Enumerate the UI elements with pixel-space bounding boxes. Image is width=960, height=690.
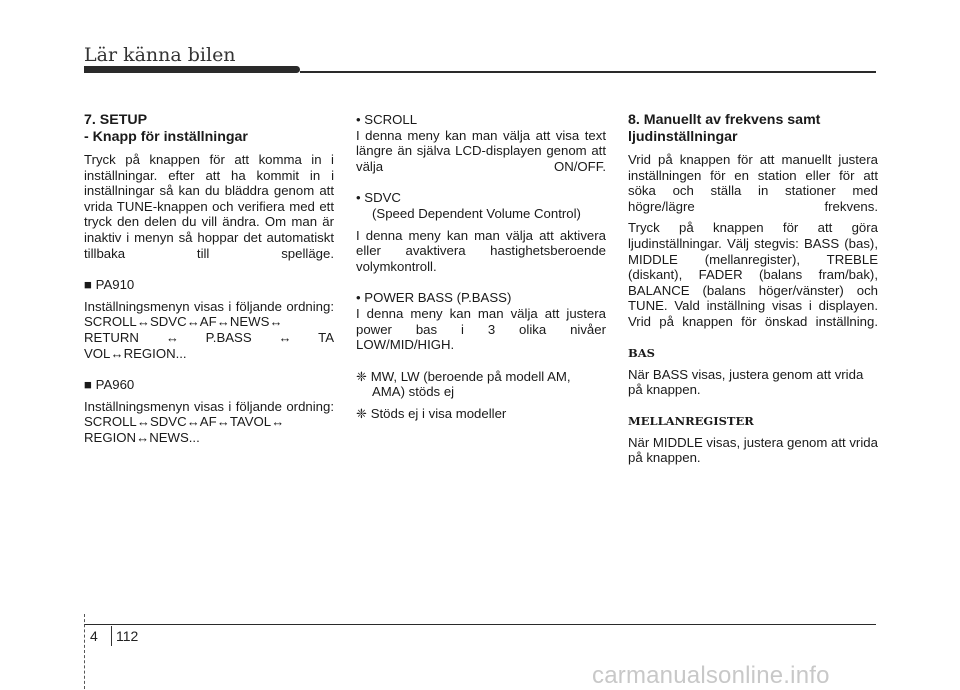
sdvc-text: I denna meny kan man välja att aktivera eller avaktivera hastighetsberoende volymkontroll. <box>356 227 606 274</box>
pa960-text: Inställningsmenyn visas i följande ordning: <box>84 398 334 414</box>
scroll-title: • SCROLL <box>356 112 418 127</box>
pa910-seq-2: RETURN ↔ P.BASS ↔ TA <box>84 329 334 345</box>
pa960-seq-2: REGION↔NEWS... <box>84 429 200 445</box>
bas-text: När BASS visas, justera genom att vrida på knappen. <box>628 366 864 398</box>
section-title: Lär känna bilen <box>84 44 236 66</box>
chapter-number: 4 <box>90 628 98 644</box>
manual-heading: 8. Manuellt av frekvens samt <box>628 112 821 128</box>
column-options <box>356 112 606 422</box>
pa910-seq-1: SCROLL↔SDVC↔AF↔NEWS↔ <box>84 314 283 330</box>
footer-crop-mark <box>84 614 85 689</box>
footer-rule <box>84 624 876 625</box>
pa910-seq-3: VOL↔REGION... <box>84 345 187 361</box>
header-rule <box>300 71 876 73</box>
pbass-title: • POWER BASS (P.BASS) <box>356 290 512 306</box>
setup-heading: 7. SETUP <box>84 112 148 128</box>
pa960-label: ■ PA960 <box>84 377 135 393</box>
manual-sound-settings: Tryck på knappen för att göra ljudinställningar. Välj stegvis: BASS (bas), MIDDLE (mellanregister), TREBLE (diskant), FADER (balans fram/bak), BALANCE (balans höger/vänster) och TUNE. Vald inställning visas i displayen. Vrid på knappen för önskad inställning. <box>628 220 878 329</box>
header-bar <box>84 66 300 73</box>
pa960-seq-1: SCROLL↔SDVC↔AF↔TAVOL↔ <box>84 414 285 430</box>
note-unsupported: ❈ Stöds ej i visa modeller <box>356 405 507 421</box>
mellanregister-heading: MELLANREGISTER <box>628 413 754 428</box>
note-mw-lw: ❈ MW, LW (beroende på modell AM, AMA) stöds ej <box>356 368 571 400</box>
sdvc-subtitle: (Speed Dependent Volume Control) <box>372 205 581 221</box>
pa910-label: ■ PA910 <box>84 277 135 293</box>
setup-subheading: - Knapp för inställningar <box>84 129 248 145</box>
footer-divider <box>111 626 112 646</box>
manual-subheading: ljudinställningar <box>628 129 738 145</box>
mellanregister-text: När MIDDLE visas, justera genom att vrida på knappen. <box>628 434 878 466</box>
column-setup <box>84 112 334 446</box>
watermark: carmanualsonline.info <box>592 662 830 689</box>
page-number: 112 <box>116 628 139 644</box>
column-manual <box>628 112 878 466</box>
bas-heading: BAS <box>628 345 655 360</box>
sdvc-title: • SDVC <box>356 190 401 206</box>
pbass-text: I denna meny kan man välja att justera power bas i 3 olika nivåer LOW/MID/HIGH. <box>356 305 606 353</box>
pa910-text: Inställningsmenyn visas i följande ordning: <box>84 298 334 314</box>
setup-intro: Tryck på knappen för att komma in i inställningar. efter att ha kommit in i inställningar så kan du bläddra genom att vrida TUNE-knappen och verifiera med ett tryck den delen du vill ändra. Om man är inaktiv i menyn så hoppar det automatiskt tillbaka till spelläge. <box>84 152 334 261</box>
manual-intro: Vrid på knappen för att manuellt justera inställningen för en station eller för att söka och ställa in stationer med högre/lägre frekvens. <box>628 152 878 214</box>
scroll-text: I denna meny kan man välja att visa text längre än själva LCD-displayen genom att välja ON/OFF. <box>356 127 606 174</box>
